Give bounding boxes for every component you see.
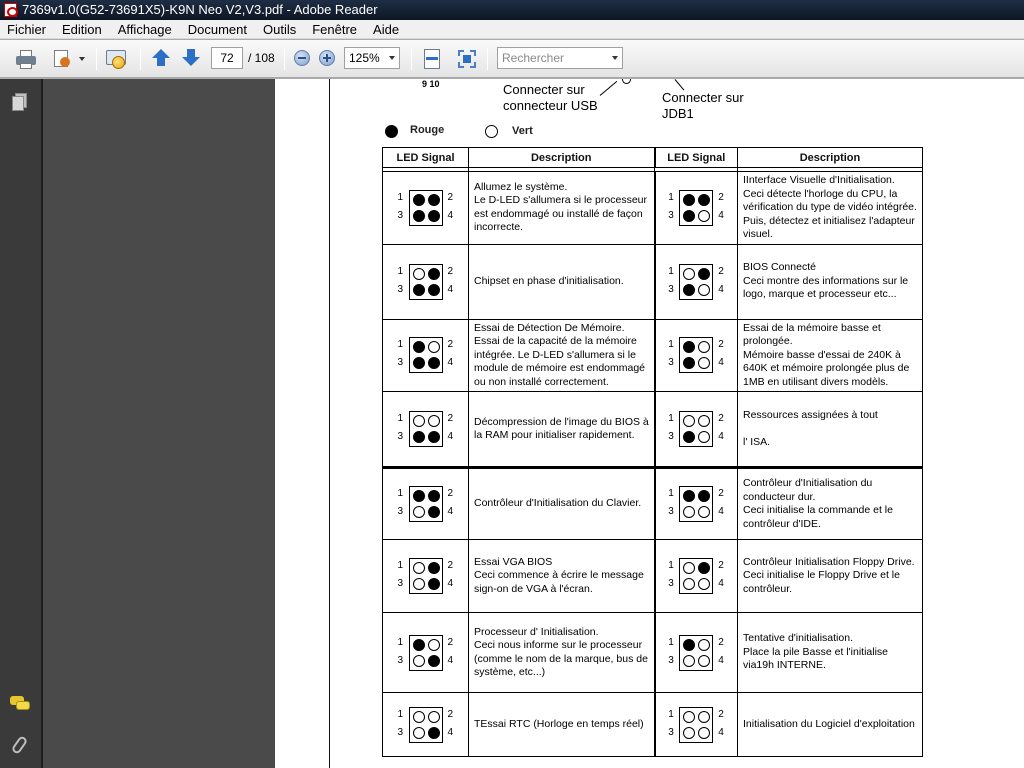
table-row (383, 613, 923, 693)
led-pin-number: 3 (397, 431, 404, 442)
led-signal-cell (655, 468, 738, 540)
page-number-input[interactable]: 72 (211, 47, 243, 69)
led-pin-number: 4 (718, 357, 724, 369)
led-pin-number: 3 (668, 578, 674, 589)
led-pin-number: 2 (447, 560, 454, 571)
led-pin-number: 3 (668, 283, 674, 295)
led-green-dot (413, 562, 425, 574)
description-cell: Contrôleur d'Initialisation du Clavier. (469, 468, 655, 540)
led-pin-number: 1 (668, 413, 674, 424)
led-pin-number: 2 (718, 265, 724, 277)
led-red-dot (413, 194, 425, 206)
led-pin-number: 2 (447, 708, 454, 720)
adobe-reader-icon (4, 3, 17, 17)
led-pin-number: 4 (447, 357, 454, 369)
chevron-down-icon (389, 56, 395, 60)
led-pin-number: 3 (668, 209, 674, 221)
fit-width-icon[interactable] (421, 48, 443, 70)
led-diagram (395, 553, 457, 599)
led-pin-number: 4 (718, 431, 724, 442)
led-diagram (395, 332, 457, 378)
window-title: 7369v1.0(G52-73691X5)-K9N Neo V2,V3.pdf - Adobe Reader (22, 2, 378, 17)
led-signal-cell (655, 392, 738, 468)
led-pin-number: 2 (447, 339, 454, 351)
led-red-dot (428, 268, 440, 280)
led-red-dot (428, 357, 440, 369)
legend-red-dot (385, 125, 398, 138)
led-green-dot (428, 711, 440, 723)
description-cell: Contrôleur d'Initialisation du conducteur dur. Ceci initialise la commande et le contrôleur d'IDE. (738, 468, 923, 540)
toolbar-divider (284, 48, 285, 70)
led-pin-number: 4 (447, 726, 454, 738)
menu-affichage[interactable]: Affichage (117, 21, 172, 37)
description-cell: Essai de la mémoire basse et prolongée. Mémoire basse d'essai de 240K à 640K et mémoire prolongée plus de 1MB en utilisant divers modèls. (738, 319, 923, 392)
led-signal-cell (383, 244, 469, 319)
led-pin-number: 1 (668, 339, 674, 351)
led-pin-number: 4 (718, 654, 724, 666)
menu-document[interactable]: Document (187, 21, 247, 37)
led-pin-number: 2 (718, 339, 724, 351)
led-pin-number: 3 (397, 654, 404, 666)
led-green-dot (428, 639, 440, 651)
column-header: LED Signal (383, 148, 469, 168)
led-diagram (395, 259, 457, 305)
table-row (383, 540, 923, 613)
led-red-dot (683, 210, 695, 222)
led-pin-number: 3 (397, 506, 404, 517)
led-green-dot (428, 415, 440, 427)
led-red-dot (698, 194, 710, 206)
led-red-dot (683, 194, 695, 206)
led-diagram (395, 406, 457, 452)
led-pin-number: 4 (447, 209, 454, 221)
led-green-dot (413, 655, 425, 667)
led-pin-number: 4 (447, 578, 454, 589)
document-page (275, 79, 1024, 768)
led-diagram (395, 702, 457, 748)
table-row (383, 244, 923, 319)
toolbar-divider (487, 48, 488, 70)
led-green-dot (683, 268, 695, 280)
led-red-dot (683, 284, 695, 296)
led-green-dot (698, 639, 710, 651)
led-green-dot (698, 284, 710, 296)
jdb1-connector-label: Connecter sur JDB1 (662, 90, 744, 121)
menu-edition[interactable]: Edition (62, 21, 102, 37)
led-table-body (383, 168, 923, 757)
description-cell: Tentative d'initialisation. Place la pile Basse et l'initialise via19h INTERNE. (738, 613, 923, 693)
led-pin-number: 1 (668, 560, 674, 571)
led-pin-number: 2 (718, 488, 724, 499)
led-pin-number: 1 (668, 636, 674, 648)
description-cell: BIOS Connecté Ceci montre des informations sur le logo, marque et processeur etc... (738, 244, 923, 319)
led-pin-number: 4 (718, 578, 724, 589)
led-signal-cell (383, 392, 469, 468)
table-row (383, 392, 923, 468)
led-pin-number: 2 (447, 265, 454, 277)
led-pin-number: 2 (718, 560, 724, 571)
menu-fichier[interactable]: Fichier (7, 21, 47, 37)
navigation-panel (0, 79, 41, 768)
led-pin-number: 3 (668, 431, 674, 442)
led-signal-cell (383, 613, 469, 693)
led-diagram (665, 553, 727, 599)
led-pin-number: 1 (397, 636, 404, 648)
led-signal-cell (383, 693, 469, 757)
led-green-dot (698, 210, 710, 222)
led-red-dot (413, 357, 425, 369)
led-diagram (395, 630, 457, 676)
legend-red-label: Rouge (410, 124, 445, 136)
led-pin-number: 3 (397, 726, 404, 738)
led-diagram (395, 481, 457, 527)
led-signal-cell (655, 244, 738, 319)
led-red-dot (428, 284, 440, 296)
led-diagram (665, 630, 727, 676)
led-signal-cell (383, 319, 469, 392)
zoom-value: 125% (349, 51, 380, 65)
led-signal-cell (655, 693, 738, 757)
pages-icon[interactable] (10, 93, 30, 113)
led-red-dot (428, 506, 440, 518)
table-row (383, 468, 923, 540)
toolbar-divider (140, 48, 141, 70)
led-green-dot (413, 268, 425, 280)
led-pin-number: 1 (397, 708, 404, 720)
led-pin-number: 2 (447, 191, 454, 203)
led-green-dot (698, 727, 710, 739)
menu-aide[interactable]: Aide (373, 21, 400, 37)
table-row (383, 172, 923, 245)
led-signal-cell (383, 540, 469, 613)
fit-window-icon[interactable] (456, 48, 478, 70)
led-red-dot (428, 431, 440, 443)
search-placeholder: Rechercher (502, 51, 565, 65)
title-bar (0, 0, 1024, 20)
led-signal-cell (655, 540, 738, 613)
led-diagram (665, 185, 727, 231)
led-green-dot (413, 727, 425, 739)
led-pin-number: 2 (447, 413, 454, 424)
description-cell: Ressources assignées à tout l' ISA. (738, 392, 923, 468)
led-diagram (395, 185, 457, 231)
led-pin-number: 3 (397, 357, 404, 369)
led-red-dot (428, 655, 440, 667)
led-pin-number: 3 (668, 506, 674, 517)
led-pin-number: 4 (718, 726, 724, 738)
led-pin-number: 4 (718, 506, 724, 517)
search-input[interactable] (497, 47, 623, 69)
led-pin-number: 1 (397, 191, 404, 203)
led-signal-cell (655, 613, 738, 693)
description-cell: TEssai RTC (Horloge en temps réel) (469, 693, 655, 757)
zoom-in-icon[interactable] (319, 50, 335, 66)
led-red-dot (428, 194, 440, 206)
menu-bar (0, 20, 1024, 39)
led-pin-number: 2 (718, 708, 724, 720)
led-signal-cell (383, 172, 469, 245)
next-page-icon[interactable] (180, 48, 202, 70)
led-pin-number: 1 (397, 488, 404, 499)
menu-outils[interactable]: Outils (262, 21, 297, 37)
led-red-dot (413, 284, 425, 296)
led-pin-number: 2 (718, 413, 724, 424)
previous-page-icon[interactable] (150, 48, 172, 70)
led-pin-number: 4 (447, 431, 454, 442)
description-cell: Initialisation du Logiciel d'exploitation (738, 693, 923, 757)
led-pin-number: 2 (447, 488, 454, 499)
zoom-out-icon[interactable] (294, 50, 310, 66)
share-document-icon[interactable] (52, 48, 74, 70)
led-green-dot (683, 711, 695, 723)
print-icon[interactable] (15, 48, 37, 70)
toolbar-divider (96, 48, 97, 70)
menu-fenetre[interactable]: Fenêtre (312, 21, 358, 37)
led-pin-number: 1 (397, 265, 404, 277)
led-green-dot (698, 655, 710, 667)
led-red-dot (698, 268, 710, 280)
share-dropdown-icon[interactable] (79, 57, 85, 61)
document-background (43, 79, 275, 768)
table-row (383, 319, 923, 392)
led-green-dot (413, 578, 425, 590)
led-red-dot (413, 639, 425, 651)
led-pin-number: 4 (447, 506, 454, 517)
led-pin-number: 1 (397, 339, 404, 351)
comments-icon[interactable] (10, 694, 30, 714)
page-border-line (329, 79, 330, 768)
usb-connector-label: Connecter sur connecteur USB (503, 82, 598, 113)
description-cell: IInterface Visuelle d'Initialisation. Ceci détecte l'horloge du CPU, la vérification du type de vidéo intégrée. Puis, détectez et initialisez l'adapteur visuel. (738, 172, 923, 245)
led-red-dot (413, 210, 425, 222)
led-pin-number: 1 (668, 708, 674, 720)
column-header: LED Signal (655, 148, 738, 168)
leader-line (675, 79, 685, 90)
table-header-row (383, 148, 923, 168)
led-pin-number: 1 (397, 413, 404, 424)
led-signal-cell (383, 468, 469, 540)
led-red-dot (413, 431, 425, 443)
table-row (383, 693, 923, 757)
led-pin-number: 3 (397, 209, 404, 221)
led-pin-number: 2 (718, 191, 724, 203)
led-pin-number: 3 (397, 578, 404, 589)
led-pin-number: 1 (668, 191, 674, 203)
led-pin-number: 3 (397, 283, 404, 295)
led-pin-number: 3 (668, 654, 674, 666)
description-cell: Essai VGA BIOS Ceci commence à écrire le message sign-on de VGA à l'écran. (469, 540, 655, 613)
description-cell: Décompression de l'image du BIOS à la RAM pour initialiser rapidement. (469, 392, 655, 468)
web-collaboration-icon[interactable] (105, 48, 127, 70)
led-green-dot (683, 655, 695, 667)
chevron-down-icon[interactable] (612, 56, 618, 60)
led-red-dot (428, 578, 440, 590)
led-green-dot (413, 711, 425, 723)
description-cell: Essai de Détection De Mémoire. Essai de la capacité de la mémoire intégrée. Le D-LED s'allumera si le module de mémoire est endommagé ou non installé correctement. (469, 319, 655, 392)
toolbar-divider (411, 48, 412, 70)
pin-label: 9 10 (422, 79, 440, 89)
led-signal-table (382, 147, 923, 757)
page-total: / 108 (248, 51, 275, 65)
led-pin-number: 4 (447, 654, 454, 666)
led-pin-number: 1 (668, 488, 674, 499)
led-green-dot (698, 711, 710, 723)
led-red-dot (428, 727, 440, 739)
led-red-dot (413, 490, 425, 502)
led-red-dot (428, 490, 440, 502)
led-pin-number: 4 (718, 283, 724, 295)
led-diagram (665, 406, 727, 452)
attachments-icon[interactable] (10, 735, 30, 755)
description-cell: Contrôleur Initialisation Floppy Drive. Ceci initialise le Floppy Drive et le contrôleur. (738, 540, 923, 613)
description-cell: Allumez le système. Le D-LED s'allumera si le processeur est endommagé ou installé de façon incorrecte. (469, 172, 655, 245)
column-header: Description (469, 148, 655, 168)
legend-green-dot (485, 125, 498, 138)
led-diagram (665, 481, 727, 527)
description-cell: Chipset en phase d'initialisation. (469, 244, 655, 319)
led-green-dot (683, 727, 695, 739)
led-red-dot (413, 341, 425, 353)
led-diagram (665, 332, 727, 378)
led-diagram (665, 259, 727, 305)
led-red-dot (428, 210, 440, 222)
led-signal-cell (655, 319, 738, 392)
led-pin-number: 1 (668, 265, 674, 277)
led-pin-number: 1 (397, 560, 404, 571)
led-pin-number: 4 (718, 209, 724, 221)
led-green-dot (413, 415, 425, 427)
zoom-select[interactable] (344, 47, 400, 69)
led-signal-cell (655, 172, 738, 245)
led-red-dot (428, 562, 440, 574)
led-red-dot (683, 639, 695, 651)
led-green-dot (413, 506, 425, 518)
led-diagram (665, 702, 727, 748)
description-cell: Processeur d' Initialisation. Ceci nous informe sur le processeur (comme le nom de la marque, bus de système, etc...) (469, 613, 655, 693)
led-pin-number: 2 (718, 636, 724, 648)
legend-green-label: Vert (512, 125, 533, 137)
led-green-dot (428, 341, 440, 353)
column-header: Description (738, 148, 923, 168)
led-pin-number: 3 (668, 357, 674, 369)
led-pin-number: 2 (447, 636, 454, 648)
led-pin-number: 4 (447, 283, 454, 295)
led-pin-number: 3 (668, 726, 674, 738)
leader-line (622, 79, 631, 84)
